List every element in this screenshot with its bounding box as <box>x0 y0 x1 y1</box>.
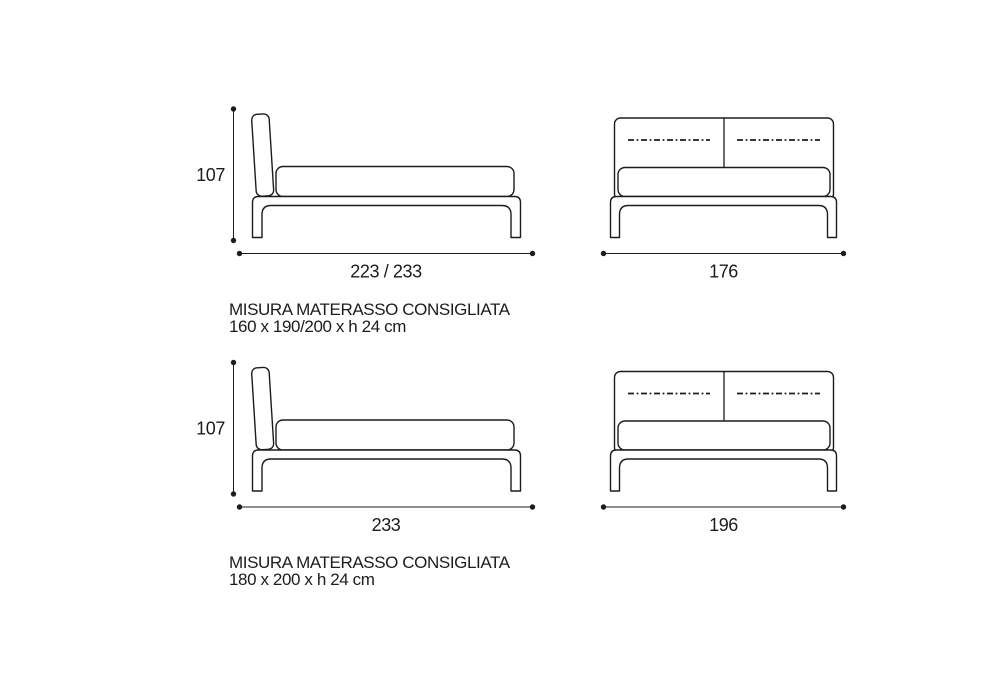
mattress-size-note-top <box>229 301 510 335</box>
bed-front-view-top <box>611 118 837 238</box>
bed-front-dimensions-bottom <box>601 504 846 509</box>
height-dimension-label-bottom: 107 <box>196 418 225 439</box>
side-width-dimension-label-bottom: 233 <box>371 515 401 535</box>
front-width-dimension-label-bottom: 196 <box>709 515 738 535</box>
front-width-dimension-label-top: 176 <box>709 261 738 282</box>
mattress-note-size: 160 x 190/200 x h 24 cm <box>229 317 406 336</box>
mattress-note-title: MISURA MATERASSO CONSIGLIATA <box>229 553 510 572</box>
mattress-note-size: 180 x 200 x h 24 cm <box>229 570 375 589</box>
height-dimension-label-top: 107 <box>196 165 225 185</box>
mattress-note-title: MISURA MATERASSO CONSIGLIATA <box>229 300 510 319</box>
mattress-size-note-bottom <box>229 554 510 588</box>
side-width-dimension-label-top: 223 / 233 <box>350 261 422 282</box>
bed-side-view-top <box>251 114 520 238</box>
bed-front-view-bottom <box>611 372 837 492</box>
bed-front-dimensions-top <box>601 251 846 256</box>
bed-side-view-bottom <box>251 367 520 491</box>
